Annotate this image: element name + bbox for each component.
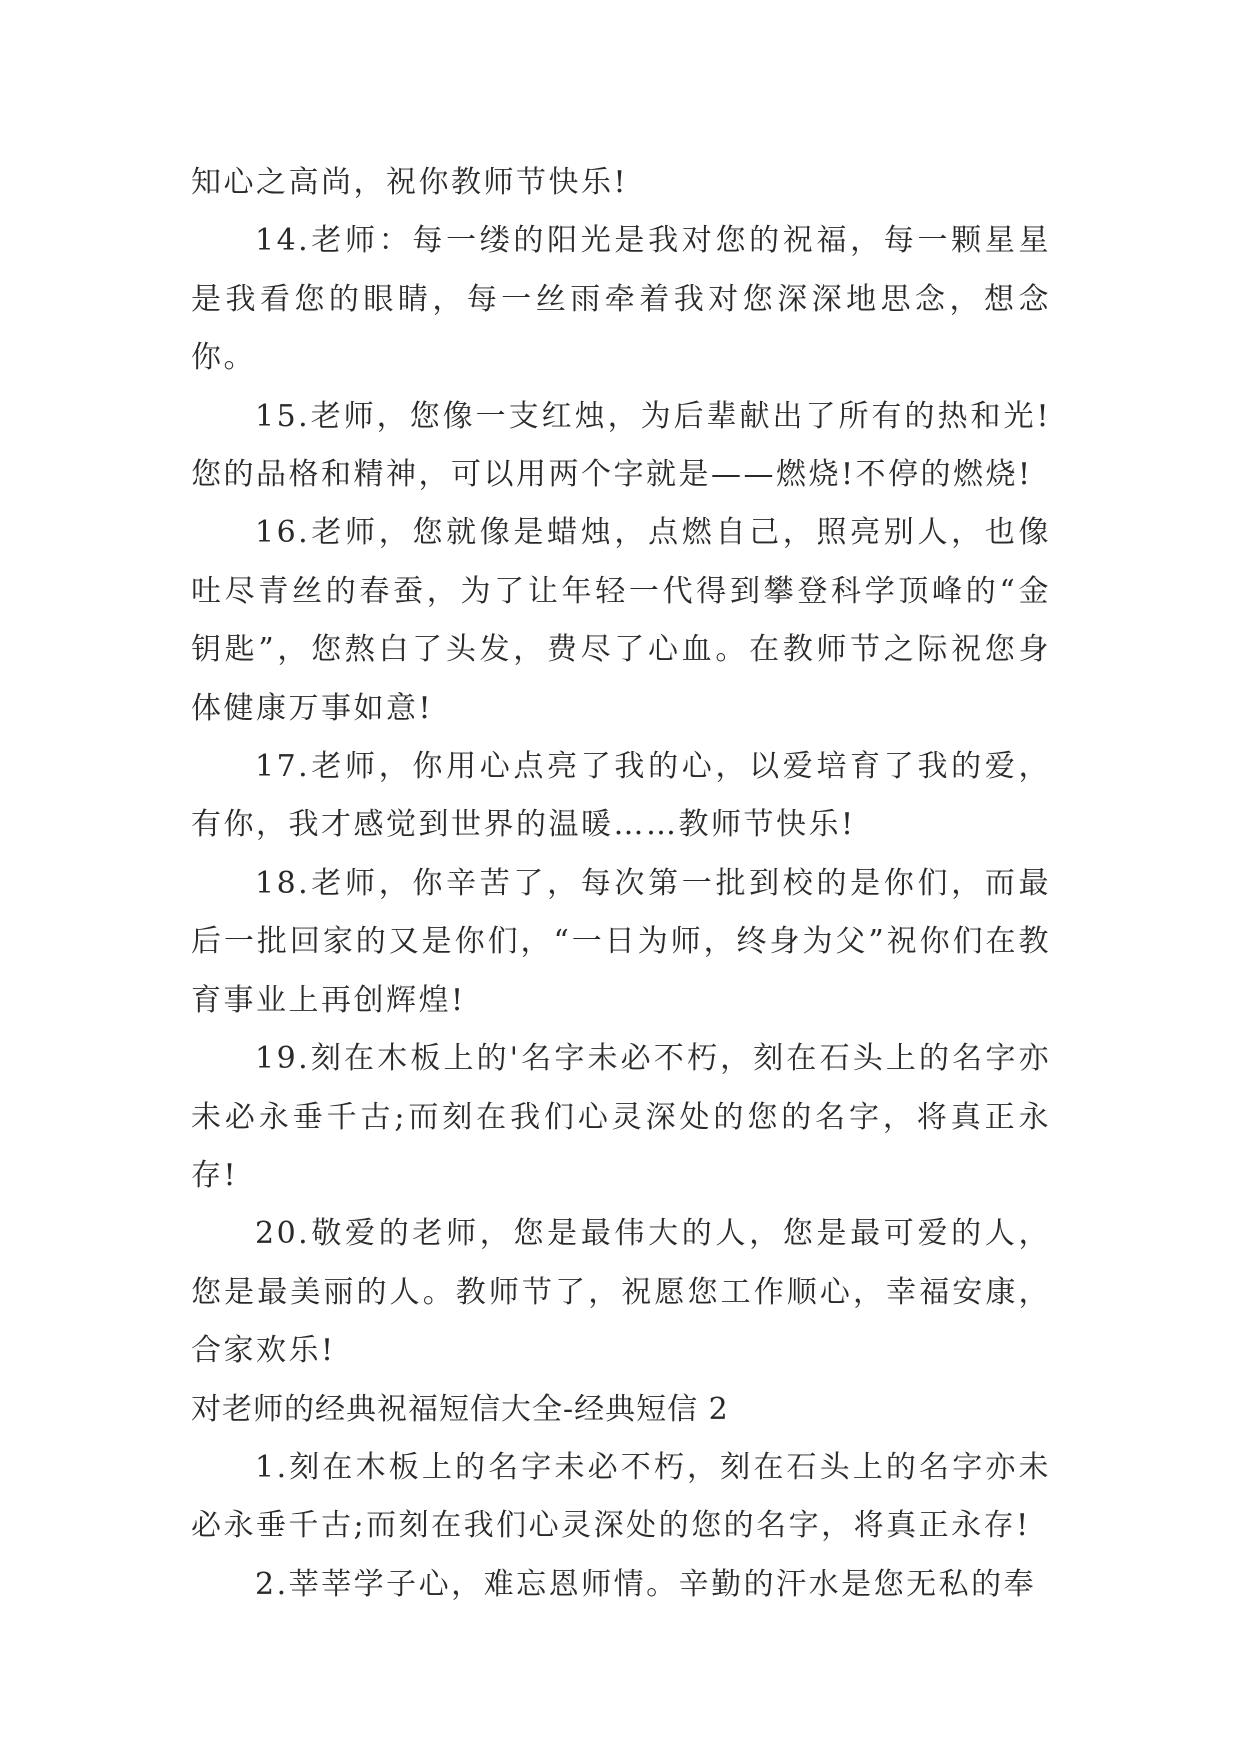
- paragraph-item-14: 14.老师：每一缕的阳光是我对您的祝福，每一颗星星是我看您的眼睛，每一丝雨牵着我对您深深地思念，想念你。: [191, 223, 1051, 376]
- paragraph-item-15: 15.老师，您像一支红烛，为后辈献出了所有的热和光!您的品格和精神，可以用两个字就是——燃烧!不停的燃烧!: [191, 398, 1051, 493]
- paragraph-item-2: 2.莘莘学子心，难忘恩师情。辛勤的汗水是您无私的奉: [255, 1566, 1037, 1602]
- paragraph-item-20: 20.敬爱的老师，您是最伟大的人，您是最可爱的人，您是最美丽的人。教师节了，祝愿您工作顺心，幸福安康，合家欢乐!: [191, 1216, 1051, 1369]
- document-body: [191, 154, 1051, 1614]
- section-heading: 对老师的经典祝福短信大全-经典短信 2: [191, 1391, 729, 1427]
- paragraph-item-19: 19.刻在木板上的'名字未必不朽，刻在石头上的名字亦未必永垂千古;而刻在我们心灵深处的您的名字，将真正永存!: [191, 1041, 1051, 1193]
- paragraph-item-17: 17.老师，你用心点亮了我的心，以爱培育了我的爱，有你，我才感觉到世界的温暖……教师节快乐!: [191, 749, 1051, 843]
- paragraph-continuation: 知心之高尚，祝你教师节快乐!: [191, 165, 629, 200]
- paragraph-item-1: 1.刻在木板上的名字未必不朽，刻在石头上的名字亦未必永垂千古;而刻在我们心灵深处的您的名字，将真正永存!: [191, 1449, 1051, 1544]
- paragraph-item-16: 16.老师，您就像是蜡烛，点燃自己，照亮别人，也像吐尽青丝的春蚕，为了让年轻一代得到攀登科学顶峰的“金钥匙”，您熬白了头发，费尽了心血。在教师节之际祝您身体健康万事如意!: [191, 515, 1051, 726]
- paragraph-item-18: 18.老师，你辛苦了，每次第一批到校的是你们，而最后一批回家的又是你们，“一日为师，终身为父”祝你们在教育事业上再创辉煌!: [191, 865, 1051, 1018]
